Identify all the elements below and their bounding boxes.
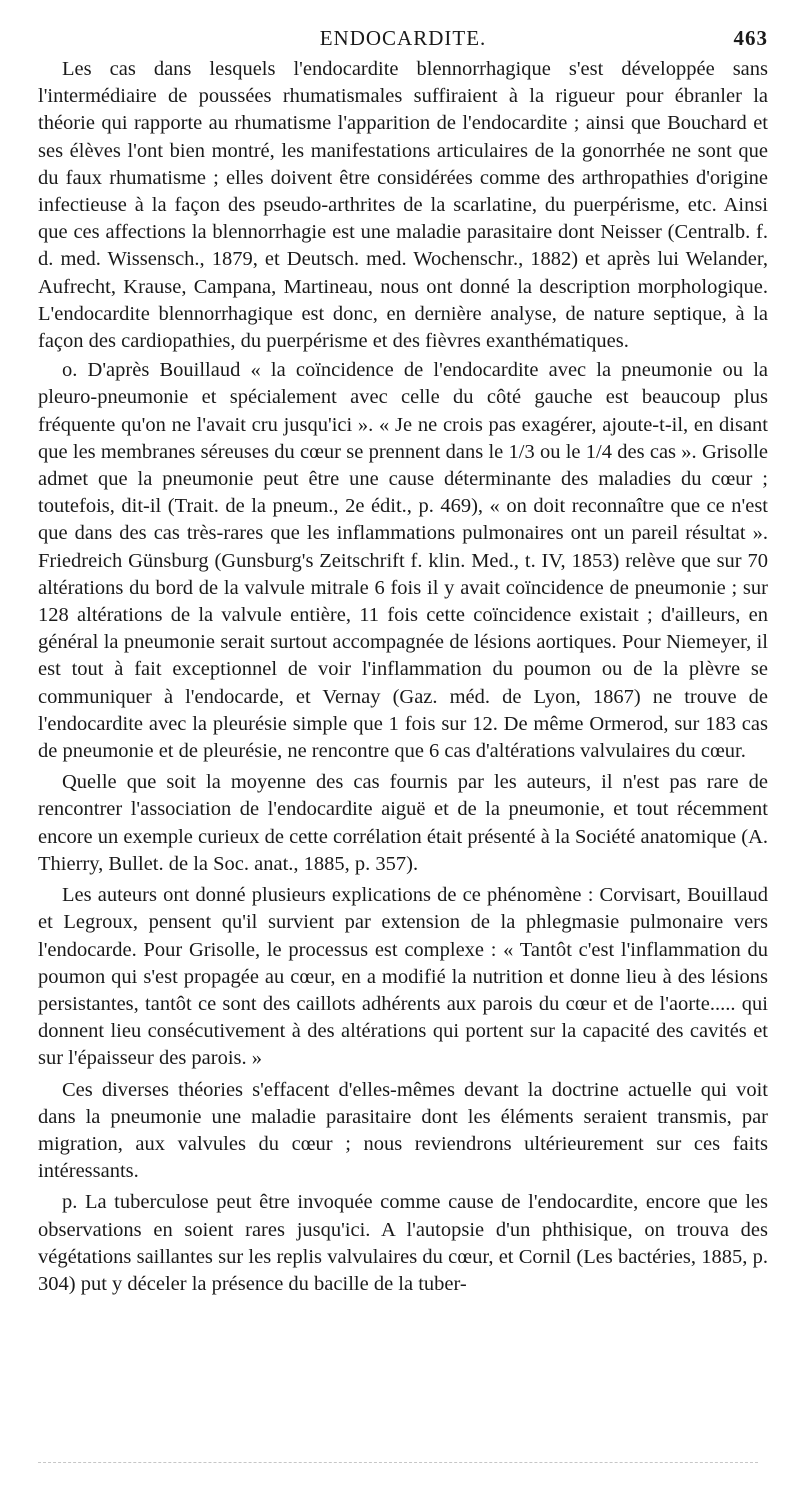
paragraph-pneumonie: o. D'après Bouillaud « la coïncidence de l'endocardite avec la pneumonie ou la pleuro-pneumonie et spécialement avec celle du côté gauche est beaucoup plus fréquente qu'on ne l'avait cru jusqu'ici ». « Je ne crois pas exagérer, ajoute-t-il, en disant que les membranes séreuses du cœur se prennent dans le 1/3 ou le 1/4 des cas ». Grisolle admet que la pneumonie peut être une cause déterminante des maladies du cœur ; toutefois, dit-il (Trait. de la pneum., 2e édit., p. 469), « on doit reconnaître que ce n'est que dans des cas très-rares que les inflammations pulmonaires ont un pareil résultat ». Friedreich Günsburg (Gunsburg's Zeitschrift f. klin. Med., t. IV, 1853) relève que sur 70 altérations du bord de la valvule mitrale 6 fois il y avait coïncidence de pneumonie ; sur 128 altérations de la valvule entière, 11 fois cette coïncidence existait ; d'ailleurs, en général la pneumonie serait surtout accompagnée de lésions aortiques. Pour Niemeyer, il est tout à fait exceptionnel de voir l'inflammation du poumon ou de la plèvre se communiquer à l'endocarde, et Vernay (Gaz. méd. de Lyon, 1867) ne trouve de l'endocardite avec la pleurésie simple que 1 fois sur 12. De même Ormerod, sur 183 cas de pneumonie et de pleurésie, ne rencontre que 6 cas d'altérations valvulaires du cœur. xyxy=(38,359,768,763)
page-body xyxy=(38,56,768,1298)
page-header xyxy=(38,26,768,56)
footer-rule xyxy=(38,1462,758,1463)
running-title: ENDOCARDITE. xyxy=(319,26,487,50)
page-number: 463 xyxy=(733,26,768,50)
paragraph-association: Quelle que soit la moyenne des cas fournis par les auteurs, il n'est pas rare de rencontrer l'association de l'endocardite aiguë et de la pneumonie, et tout récemment encore un exemple curieux de cette corrélation était présenté à la Société anatomique (A. Thierry, Bullet. de la Soc. anat., 1885, p. 357). xyxy=(38,771,768,875)
paragraph-explications: Les auteurs ont donné plusieurs explications de ce phénomène : Corvisart, Bouillaud et Legroux, pensent qu'il survient par extension de la phlegmasie pulmonaire vers l'endocarde. Pour Grisolle, le processus est complexe : « Tantôt c'est l'inflammation du poumon qui s'est propagée au cœur, en a modifié la nutrition et donne lieu à des lésions persistantes, tantôt ce sont des caillots adhérents aux parois du cœur et de l'aorte..... qui donnent lieu consécutivement à des altérations qui portent sur la capacité des cavités et sur l'épaisseur des parois. » xyxy=(38,884,768,1070)
paragraph-theories: Ces diverses théories s'effacent d'elles-mêmes devant la doctrine actuelle qui voit dans la pneumonie une maladie parasitaire dont les éléments seraient transmis, par migration, aux valvules du cœur ; nous reviendrons ultérieurement sur ces faits intéressants. xyxy=(38,1078,768,1183)
book-page xyxy=(38,26,768,1298)
paragraph-tuberculose: p. La tuberculose peut être invoquée comme cause de l'endocardite, encore que les observations en soient rares jusqu'ici. A l'autopsie d'un phthisique, on trouva des végétations saillantes sur les replis valvulaires du cœur, et Cornil (Les bactéries, 1885, p. 304) put y déceler la présence du bacille de la tuber- xyxy=(38,1191,768,1295)
paragraph-endocardite-blennorrhagique: Les cas dans lesquels l'endocardite blennorrhagique s'est développée sans l'intermédiaire de poussées rhumatismales suffiraient à la rigueur pour ébranler la théorie qui rapporte au rhumatisme l'apparition de l'endocardite ; ainsi que Bouchard et ses élèves l'ont bien montré, les manifestations articulaires de la gonorrhée ne sont que du faux rhumatisme ; elles doivent être considérées comme des arthropathies d'origine infectieuse à la façon des pseudo-arthrites de la scarlatine, du puerpérisme, etc. Ainsi que ces affections la blennorrhagie est une maladie parasitaire dont Neisser (Centralb. f. d. med. Wissensch., 1879, et Deutsch. med. Wochenschr., 1882) et après lui Welander, Aufrecht, Krause, Campana, Martineau, nous ont donné la description morphologique. L'endocardite blennorrhagique est donc, en dernière analyse, de nature septique, à la façon des cardiopathies, du puerpérisme et des fièvres exanthématiques. xyxy=(38,58,768,353)
